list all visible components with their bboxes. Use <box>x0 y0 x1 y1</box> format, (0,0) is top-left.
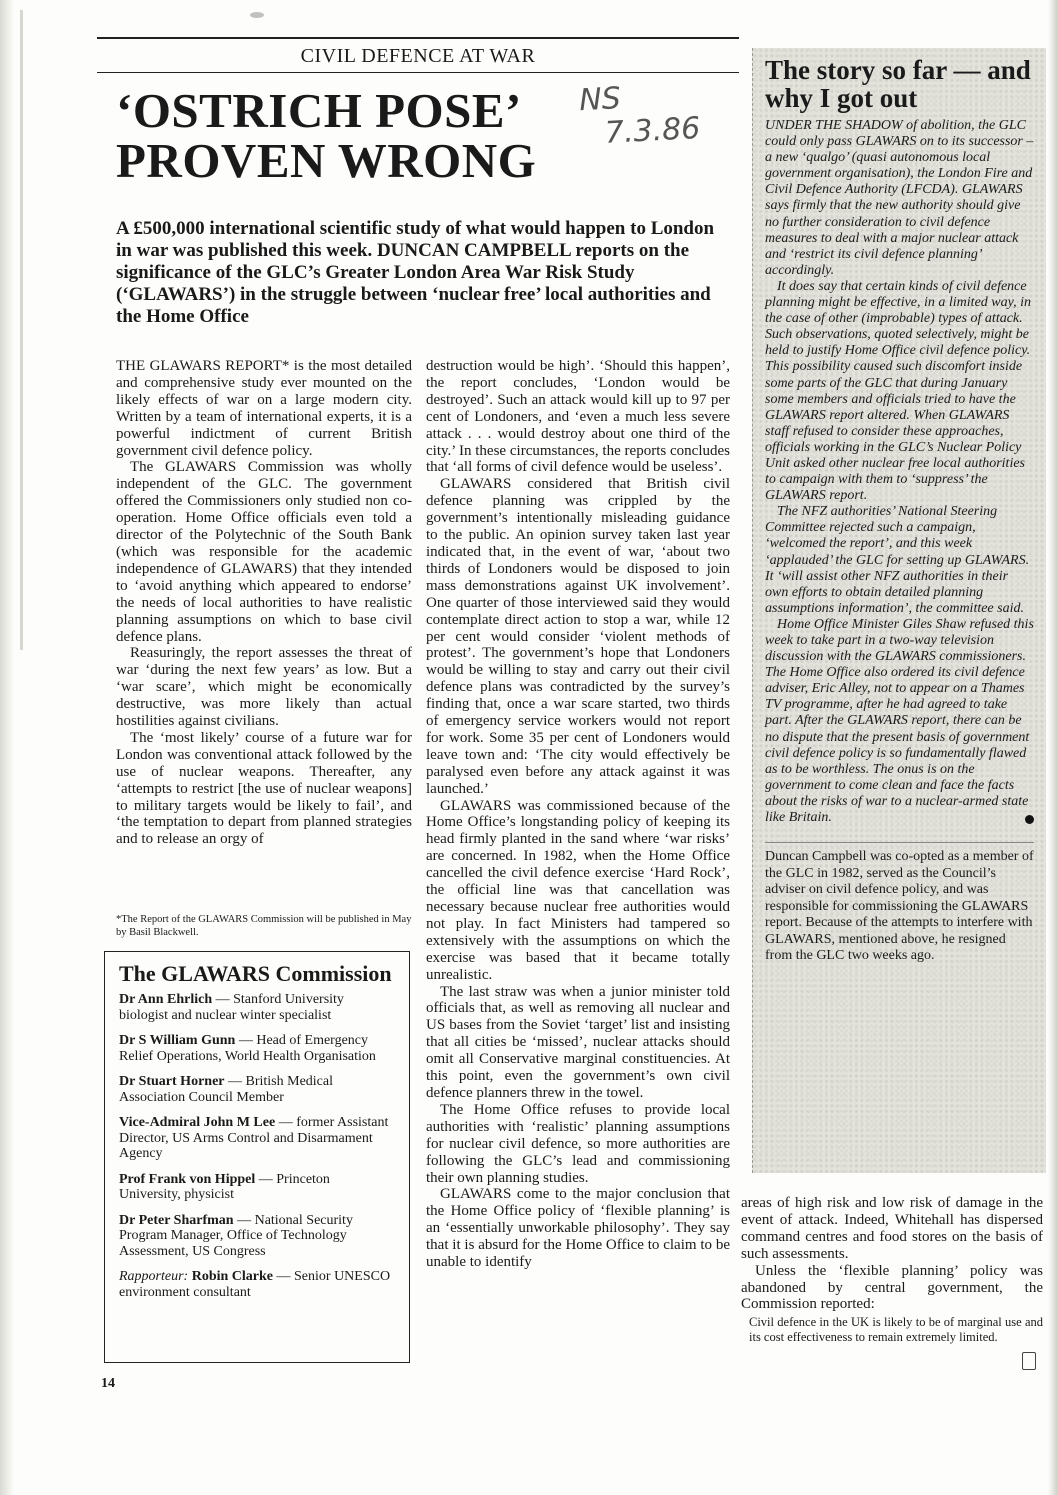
handwritten-annotation <box>578 76 741 152</box>
member-role: — Princeton University, physicist <box>119 1171 330 1202</box>
member-name: Dr Stuart Horner <box>119 1074 225 1089</box>
paragraph: THE GLAWARS REPORT* is the most detailed and comprehensive study ever mounted on the likely effects of war on a large modern city. Written by a team of international experts, it is a powerful indictment of current British government civil defence policy. <box>116 358 412 459</box>
scan-smudge <box>250 12 264 18</box>
headline-line-2: PROVEN WRONG <box>116 133 537 188</box>
section-rule <box>97 72 739 73</box>
footnote: *The Report of the GLAWARS Commission will be published in May by Basil Blackwell. <box>116 914 412 938</box>
sidebar-paragraph: It does say that certain kinds of civil defence planning might be effective, in a limited way, in the case of other (improbable) types of attack. Such observations, quoted selectively, might be held to justify Home Office civil defence policy. This possibility caused such discomfort inside some parts of the GLC that during January some members and officials tried to have the GLAWARS report altered. When GLAWARS staff refused to consider these approaches, officials working in the GLC’s Nuclear Policy Unit asked other nuclear free local authorities to campaign with them to ‘suppress’ the GLAWARS report. <box>765 278 1031 504</box>
sidebar-paragraph: Home Office Minister Giles Shaw refused this week to take part in a two-way television discussion with the GLAWARS commissioners. The Home Office also ordered its civil defence adviser, Eric Alley, not to appear on a Thames TV programme, after he had agreed to take part. After the GLAWARS report, there can be no dispute that the present basis of government civil defence policy is so fundamentally flawed as to be worthless. The onus is on the government to come clean and face the facts about the risks of war to a nuclear-armed state like Britain. <box>765 616 1034 826</box>
commission-member <box>119 992 395 1023</box>
member-name: Vice-Admiral John M Lee <box>119 1115 276 1130</box>
paragraph: Unless the ‘flexible planning’ policy was abandoned by central government, the Commission reported: <box>741 1262 1043 1313</box>
commission-member <box>119 1172 395 1203</box>
block-quote: Civil defence in the UK is likely to be of marginal use and its cost effectiveness to remain extremely limited. <box>749 1315 1043 1345</box>
paragraph: GLAWARS was commissioned because of the Home Office’s longstanding policy of keeping its head firmly planted in the sand where ‘war risks’ are concerned. In 1982, when the Home Office cancelled the civil defence exercise ‘Hard Rock’, the official line was that cancellation was necessary because nuclear free authorities would not play. In fact Ministers had tampered so extensively with the assumptions on which the exercise was based that it became totally unrealistic. <box>426 797 730 983</box>
commission-member <box>119 1074 395 1105</box>
paragraph: GLAWARS come to the major conclusion that the Home Office policy of ‘flexible planning’ is an ‘essentially unworkable philosophy’. They say that it is absurd for the Home Office to claim to be unable to identify <box>426 1186 730 1271</box>
commission-member <box>119 1033 395 1064</box>
page-corner-mark-icon <box>1022 1352 1036 1370</box>
commission-rapporteur <box>119 1269 395 1300</box>
commission-box <box>104 951 410 1363</box>
paragraph: The last straw was when a junior minister told officials that, as well as removing all nuclear and US bases from the Soviet ‘target’ list and insisting that all cities be ‘missed’, nuclear attacks should omit all Conservative marginal constituencies. At this point, even the government’s own civil defence planners threw in the towel. <box>426 983 730 1101</box>
section-heading: CIVIL DEFENCE AT WAR <box>300 45 536 67</box>
sidebar-paragraph: UNDER THE SHADOW of abolition, the GLC could only pass GLAWARS on to its successor – a new ‘qualgo’ (quasi autonomous local government organisation), the London Fire and Civil Defence Authority (LFCDA). GLAWARS says firmly that the new authority should give no further consideration to civil defence measures to deal with a major nuclear attack and ‘restrict its civil defence planning’ accordingly. <box>765 118 1034 278</box>
article-column-1 <box>116 358 412 848</box>
paragraph: GLAWARS considered that British civil defence planning was crippled by the government’s intentionally misleading guidance to the public. An opinion survey taken last year indicated that, in the event of war, ‘about two thirds of Londoners would be disposed to join mass demonstrations against UK involvement’. One quarter of those interviewed said they would contemplate direct action to stop a war, while 12 per cent would consider ‘violent methods of protest’. The government’s hope that Londoners would be willing to stay and carry out their civil defence plans was contradicted by the survey’s finding that, once a war scare started, two thirds of emergency service workers would not report for work. Some 35 per cent of Londoners would leave town and: ‘The city would effectively be paralysed even before any attack against it was launched.’ <box>426 476 730 797</box>
sidebar-box <box>752 48 1046 1173</box>
paragraph: The Home Office refuses to provide local authorities with ‘realistic’ planning assumptions for nuclear civil defence, so more authorities are following the GLC’s lead and commissioning their own planning studies. <box>426 1101 730 1186</box>
member-role: — former Assistant Director, US Arms Control and Disarmament Agency <box>119 1115 389 1161</box>
paragraph: destruction would be high’. ‘Should this happen’, the report concludes, ‘London would be destroyed’. Such an attack would kill up to 97 per cent of Londoners, and ‘even a much less severe attack . . . would destroy about one third of the city.’ In these circumstances, the reports concludes that ‘all forms of civil defence would be useless’. <box>426 358 730 476</box>
member-name: Dr S William Gunn <box>119 1033 236 1048</box>
member-name: Prof Frank von Hippel <box>119 1171 256 1187</box>
commission-member <box>119 1115 395 1162</box>
rapporteur-label: Rapporteur: <box>119 1269 189 1284</box>
commission-box-title: The GLAWARS Commission <box>119 961 392 986</box>
author-byline: Duncan Campbell was co-opted as a member of the GLC in 1982, served as the Council’s adviser on civil defence policy, and was responsible for commissioning the GLAWARS report. Because of the attempts to interfere with GLAWARS, mentioned above, he resigned from the GLC two weeks ago. <box>765 842 1034 965</box>
member-role: — Stanford University biologist and nuclear winter specialist <box>119 992 344 1023</box>
member-role: — Head of Emergency Relief Operations, World Health Organisation <box>119 1033 376 1064</box>
handwritten-line-1: NS <box>578 81 622 119</box>
member-role: — British Medical Association Council Member <box>119 1074 333 1105</box>
sidebar-title: The story so far — and why I got out <box>765 55 1031 113</box>
headline <box>116 83 626 188</box>
paragraph: areas of high risk and low risk of damage in the event of attack. Indeed, Whitehall has dispersed command centres and food stores on the basis of such assessments. <box>741 1195 1043 1262</box>
scan-binding-shadow <box>20 10 23 650</box>
scan-right-edge <box>1048 0 1058 1495</box>
commission-member <box>119 1213 395 1260</box>
rapporteur-role: — Senior UNESCO environment consultant <box>119 1269 391 1300</box>
handwritten-line-2: 7.3.86 <box>604 110 702 151</box>
page-number: 14 <box>101 1376 115 1391</box>
headline-line-1: ‘OSTRICH POSE’ <box>116 83 522 138</box>
paragraph: Reasuringly, the report assesses the threat of war ‘during the next few years’ as low. But a ‘war scare’, which might be economically destructive, was more likely than actual hostilities against civilians. <box>116 645 412 730</box>
member-name: Dr Peter Sharfman <box>119 1212 234 1228</box>
sidebar-paragraph: The NFZ authorities’ National Steering Committee rejected such a campaign, ‘welcomed the report’, and this week ‘applauded’ the GLC for setting up GLAWARS. It ‘will assist other NFZ authorities in their own efforts to obtain detailed planning assumptions information’, the committee said. <box>765 504 1030 616</box>
sidebar-text <box>765 118 1034 965</box>
scan-left-edge <box>0 0 14 1495</box>
paragraph: The ‘most likely’ course of a future war for London was conventional attack followed by the use of nuclear weapons. Thereafter, any ‘attempts to restrict [the use of nuclear weapons] to military targets would be likely to fail’, and ‘the temptation to depart from planned strategies and to release an orgy of <box>116 729 412 848</box>
member-name: Dr Ann Ehrlich <box>119 992 213 1007</box>
end-bullet-icon <box>1025 815 1034 824</box>
standfirst: A £500,000 international scientific study of what would happen to London in war was published this week. DUNCAN CAMPBELL reports on the significance of the GLC’s Greater London Area War Risk Study (‘GLAWARS’) in the struggle between ‘nuclear free’ local authorities and the Home Office <box>116 218 715 327</box>
article-column-2 <box>426 358 730 1271</box>
paragraph: The GLAWARS Commission was wholly independent of the GLC. The government offered the Commissioners only studied non co-operation. Home Office officials even told a director of the Polytechnic of the South Bank (which was responsible for the academic independence of GLAWARS) that they intended to ‘avoid anything which appeared to endorse’ the needs of local authorities to have realistic planning assumptions on which to base civil defence plans. <box>116 459 412 645</box>
article-column-3 <box>741 1195 1043 1345</box>
top-rule <box>97 37 739 39</box>
member-role: — National Security Program Manager, Office of Technology Assessment, US Congress <box>119 1212 353 1259</box>
rapporteur-name: Robin Clarke <box>188 1269 274 1284</box>
